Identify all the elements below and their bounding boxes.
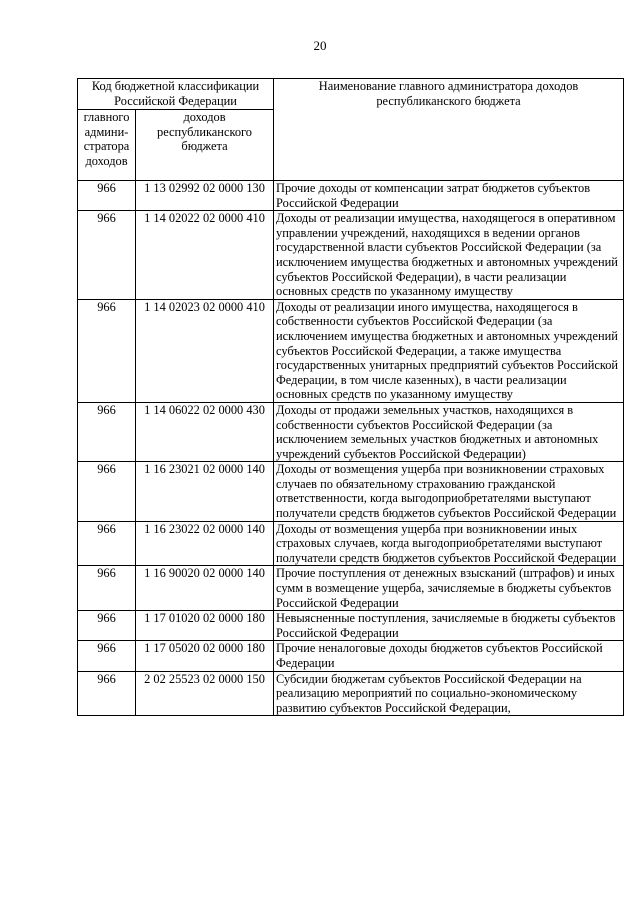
- admin-code-cell: 966: [78, 566, 136, 611]
- revenue-name-cell: Доходы от реализации иного имущества, находящегося в собственности субъектов Российской Федерации (за исключением имущества бюджетных и автономных учреждений субъектов Российской Федерации, а также имущества государственных унитарных предприятий субъектов Российской Федерации, в том числе казенных), в части реализации основных средств по указанному имуществу: [274, 299, 624, 402]
- table-row: [78, 671, 624, 716]
- revenue-code-cell: 1 13 02992 02 0000 130: [136, 181, 274, 211]
- table-row: [78, 611, 624, 641]
- admin-code-cell: 966: [78, 462, 136, 521]
- table-row: [78, 521, 624, 566]
- header-administrator-name: Наименование главного администратора доходов республиканского бюджета: [274, 79, 624, 181]
- revenue-code-cell: 1 14 02022 02 0000 410: [136, 211, 274, 300]
- revenue-code-cell: 2 02 25523 02 0000 150: [136, 671, 274, 716]
- budget-classification-table: [77, 78, 624, 716]
- revenue-name-cell: Прочие доходы от компенсации затрат бюджетов субъектов Российской Федерации: [274, 181, 624, 211]
- table-body: [78, 181, 624, 716]
- revenue-code-cell: 1 16 90020 02 0000 140: [136, 566, 274, 611]
- revenue-name-cell: Доходы от возмещения ущерба при возникновении страховых случаев по обязательному страхованию гражданской ответственности, когда выгодоприобретателями выступают получатели средств бюджетов субъектов Российской Федерации: [274, 462, 624, 521]
- page-number: 20: [313, 38, 327, 53]
- table-row: [78, 299, 624, 402]
- admin-code-cell: 966: [78, 611, 136, 641]
- revenue-code-cell: 1 14 06022 02 0000 430: [136, 402, 274, 461]
- revenue-code-cell: 1 17 05020 02 0000 180: [136, 641, 274, 671]
- table-row: [78, 181, 624, 211]
- revenue-name-cell: Прочие поступления от денежных взысканий (штрафов) и иных сумм в возмещение ущерба, зачисляемые в бюджеты субъектов Российской Федерации: [274, 566, 624, 611]
- revenue-code-cell: 1 16 23022 02 0000 140: [136, 521, 274, 566]
- revenue-name-cell: Доходы от реализации имущества, находящегося в оперативном управлении учреждений, находящихся в ведении органов государственной власти субъектов Российской Федерации (за исключением имущества бюджетных и автономных учреждений субъектов Российской Федерации), в части реализации основных средств по указанному имуществу: [274, 211, 624, 300]
- admin-code-cell: 966: [78, 299, 136, 402]
- table-row: [78, 641, 624, 671]
- revenue-code-cell: 1 14 02023 02 0000 410: [136, 299, 274, 402]
- revenue-code-cell: 1 16 23021 02 0000 140: [136, 462, 274, 521]
- table-row: [78, 566, 624, 611]
- header-revenue-code: доходов республиканского бюджета: [136, 110, 274, 181]
- table-row: [78, 211, 624, 300]
- revenue-name-cell: Субсидии бюджетам субъектов Российской Федерации на реализацию мероприятий по социально-экономическому развитию субъектов Российской Федерации,: [274, 671, 624, 716]
- admin-code-cell: 966: [78, 211, 136, 300]
- revenue-code-cell: 1 17 01020 02 0000 180: [136, 611, 274, 641]
- revenue-name-cell: Прочие неналоговые доходы бюджетов субъектов Российской Федерации: [274, 641, 624, 671]
- header-budget-classification-code: Код бюджетной классификации Российской Федерации: [78, 79, 274, 110]
- table-header: [78, 79, 624, 181]
- admin-code-cell: 966: [78, 671, 136, 716]
- admin-code-cell: 966: [78, 181, 136, 211]
- admin-code-cell: 966: [78, 521, 136, 566]
- table-row: [78, 462, 624, 521]
- revenue-name-cell: Доходы от возмещения ущерба при возникновении иных страховых случаев, когда выгодоприобретателями выступают получатели средств бюджетов субъектов Российской Федерации: [274, 521, 624, 566]
- header-admin-code: главного админи-стратора доходов: [78, 110, 136, 181]
- admin-code-cell: 966: [78, 641, 136, 671]
- revenue-name-cell: Невыясненные поступления, зачисляемые в бюджеты субъектов Российской Федерации: [274, 611, 624, 641]
- revenue-name-cell: Доходы от продажи земельных участков, находящихся в собственности субъектов Российской Федерации (за исключением земельных участков бюджетных и автономных учреждений субъектов Российской Федерации): [274, 402, 624, 461]
- table-row: [78, 402, 624, 461]
- admin-code-cell: 966: [78, 402, 136, 461]
